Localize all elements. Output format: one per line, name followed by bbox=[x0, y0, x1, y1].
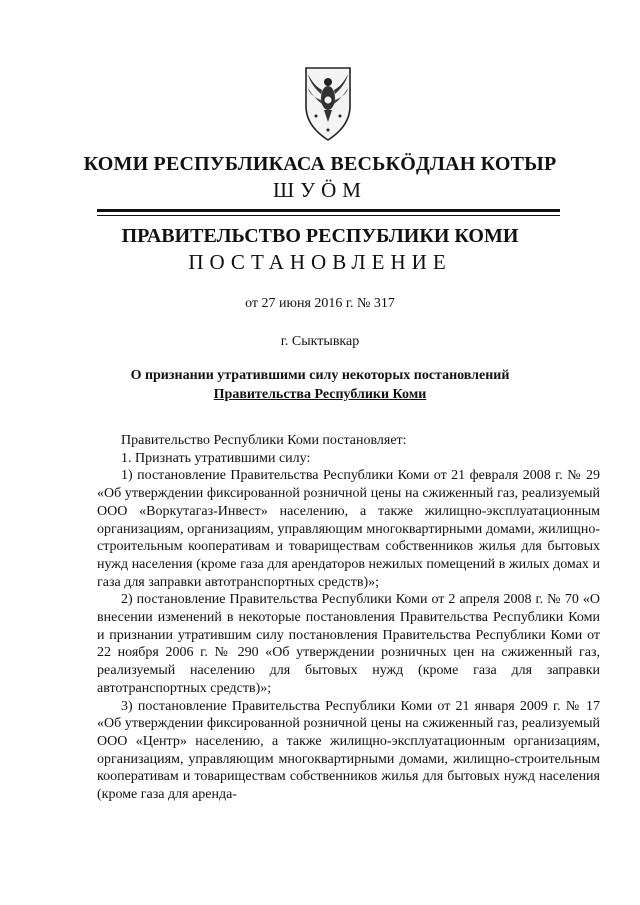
document-date-number: от 27 июня 2016 г. № 317 bbox=[245, 296, 395, 311]
heading-line-2: Правительства Республики Коми bbox=[213, 387, 427, 402]
komi-title: КОМИ РЕСПУБЛИКАСА ВЕСЬКӦДЛАН КОТЫР bbox=[83, 153, 557, 175]
document-type: ПОСТАНОВЛЕНИЕ bbox=[188, 250, 452, 274]
header-divider-thin bbox=[97, 215, 560, 216]
heading-line-1: О признании утратившими силу некоторых постановлений bbox=[130, 368, 510, 383]
government-title: ПРАВИТЕЛЬСТВО РЕСПУБЛИКИ КОМИ bbox=[121, 225, 519, 247]
komi-coat-of-arms-icon bbox=[298, 62, 358, 144]
body-paragraph: 2) постановление Правительства Республики Коми от 2 апреля 2008 г. № 70 «О внесении изменений в некоторые постановления Правительства Республики Коми и признании утратившим силу постановления Правительства Республики Коми от 22 ноября 2006 г. № 290 «Об утверждении розничных цен на сжиженный газ, реализуемый населению для бытовых нужд (кроме газа для заправки автотранспортных средств)»; bbox=[97, 592, 600, 696]
body-paragraph: 3) постановление Правительства Республики Коми от 21 января 2009 г. № 17 «Об утверждении фиксированной розничной цены на сжиженный газ, реализуемый ООО «Центр» населению, а также жилищно-эксплуатационным организациям, организациям, управляющим многоквартирными домами, жилищно-строительным кооперативам и товариществам собственников жилья для бытовых нужд населения (кроме газа для аренда- bbox=[97, 698, 600, 803]
header-divider-thick bbox=[97, 209, 560, 212]
document-heading bbox=[0, 366, 640, 404]
document-body bbox=[97, 432, 600, 804]
body-paragraph: Правительство Республики Коми постановляет: bbox=[121, 433, 407, 448]
document-city: г. Сыктывкар bbox=[280, 334, 360, 349]
body-paragraph: 1. Признать утратившими силу: bbox=[121, 450, 311, 466]
komi-subtitle: ШУӦМ bbox=[273, 178, 367, 202]
body-paragraph: 1) постановление Правительства Республики Коми от 21 февраля 2008 г. № 29 «Об утверждении фиксированной розничной цены на сжиженный газ, реализуемый ООО «Воркутагаз-Инвест» населению, а также жилищно-эксплуатационным организациям, организациям, управляющим многоквартирными домами, жилищно-строительным кооперативам и товариществам собственников жилья для бытовых нужд населения (кроме газа для арендаторов нежилых помещений в жилых домах и газа для заправки автотранспортных средств)»; bbox=[97, 468, 600, 590]
